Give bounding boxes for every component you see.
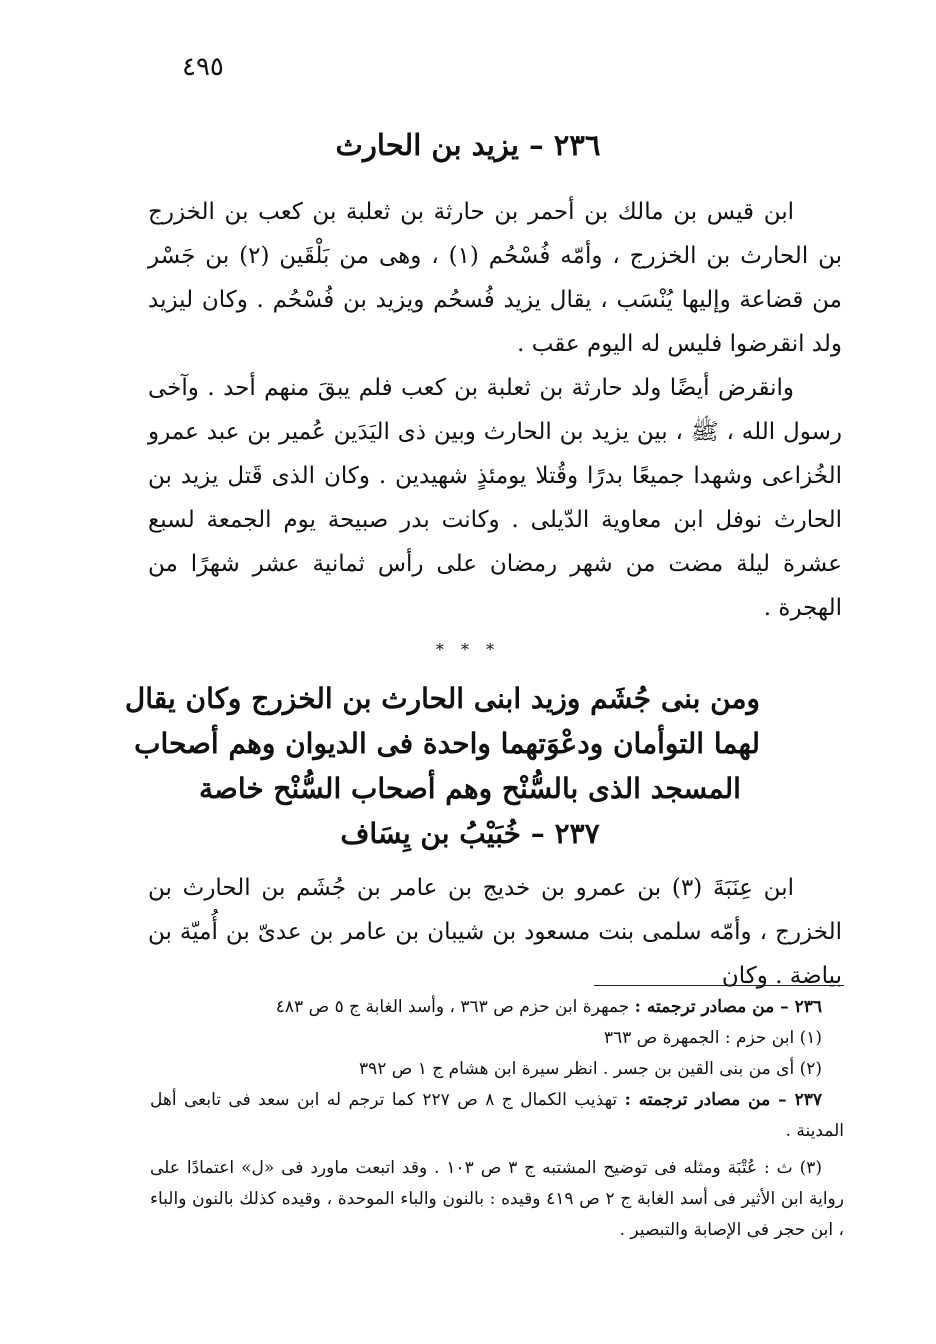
footnote-label: ٢٣٧ – من مصادر ترجمته : xyxy=(624,1090,823,1110)
footnotes xyxy=(150,992,844,1246)
biography-title-236: ٢٣٦ – يزيد بن الحارث xyxy=(335,128,601,162)
footnote-2: (٢) أى من بنى القين بن جسر . انظر سيرة ابن هشام ج ١ ص ٣٩٢ xyxy=(358,1059,822,1079)
footnote-label: ٢٣٦ – من مصادر ترجمته : xyxy=(634,997,822,1017)
heading-line: ومن بنى جُشَم وزيد ابنى الحارث بن الخزرج وكان يقال xyxy=(124,682,760,715)
biography-body-237 xyxy=(148,866,842,998)
biography-title-237: ٢٣٧ – خُبَيْبُ بن يِسَاف xyxy=(340,817,600,850)
footnote-text: تهذيب الكمال ج ٨ ص ٢٢٧ كما ترجم له ابن سعد فى تابعى أهل المدينة . xyxy=(150,1090,844,1141)
paragraph: ابن قيس بن مالك بن أحمر بن حارثة بن ثعلبة بن كعب بن الخزرج بن الحارث بن الخزرج ، وأمّه فُسْحُم (١) ، وهى من بَلْقَين (٢) بن جَسْر من قضاعة وإليها يُنْسَب ، يقال يزيد فُسحُم ويزيد بن فُسْحُم . وكان ليزيد ولد انقرضوا فليس له اليوم عقب . xyxy=(148,199,842,357)
section-heading xyxy=(124,676,760,856)
biography-body-236 xyxy=(148,190,842,630)
paragraph: وانقرض أيضًا ولد حارثة بن ثعلبة بن كعب فلم يبقَ منهم أحد . وآخى رسول الله ، ﷺ ، بين يزيد بن الحارث وبين ذى اليَدَين عُمير بن عبد عمرو الخُزاعى وشهدا جميعًا بدرًا وقُتلا يومئذٍ شهيدين . وكان الذى قَتل يزيد بن الحارث نوفل ابن معاوية الدّيلى . وكانت بدر صبيحة يوم الجمعة لسبع عشرة ليلة مضت من شهر رمضان على رأس ثمانية عشر شهرًا من الهجرة . xyxy=(148,375,842,621)
heading-line: المسجد الذى بالسُّنْح وهم أصحاب السُّنْح خاصة xyxy=(199,772,741,805)
footnote-rule xyxy=(594,985,844,986)
section-separator: * * * xyxy=(435,640,501,659)
page-number: ٤٩٥ xyxy=(182,52,224,82)
heading-line: لهما التوأمان ودعْوَتهما واحدة فى الديوان وهم أصحاب xyxy=(134,727,760,760)
paragraph: ابن عِنَبَةَ (٣) بن عمرو بن خديج بن عامر بن جُشَم بن الحارث بن الخزرج ، وأمّه سلمى بنت مسعود بن شيبان بن عامر بن عدىّ بن أُميّة بن بياضة . وكان xyxy=(148,875,842,989)
footnote-sources-236 xyxy=(150,992,844,1023)
footnote-sources-237 xyxy=(150,1085,844,1147)
footnote-text: جمهرة ابن حزم ص ٣٦٣ ، وأسد الغابة ج ٥ ص ٤٨٣ xyxy=(275,997,635,1017)
footnote-1: (١) ابن حزم : الجمهرة ص ٣٦٣ xyxy=(603,1028,822,1048)
footnote-3: (٣) ث : عُتْبَة ومثله فى توضيح المشتبه ج ٣ ص ١٠٣ . وقد اتبعت ماورد فى «ل» اعتمادًا على رواية ابن الأثير فى أسد الغابة ج ٢ ص ٤١٩ وقيده : بالنون والباء الموحدة ، وقيده كذلك بالنون والباء ، ابن حجر فى الإصابة والتبصير . xyxy=(150,1158,844,1240)
